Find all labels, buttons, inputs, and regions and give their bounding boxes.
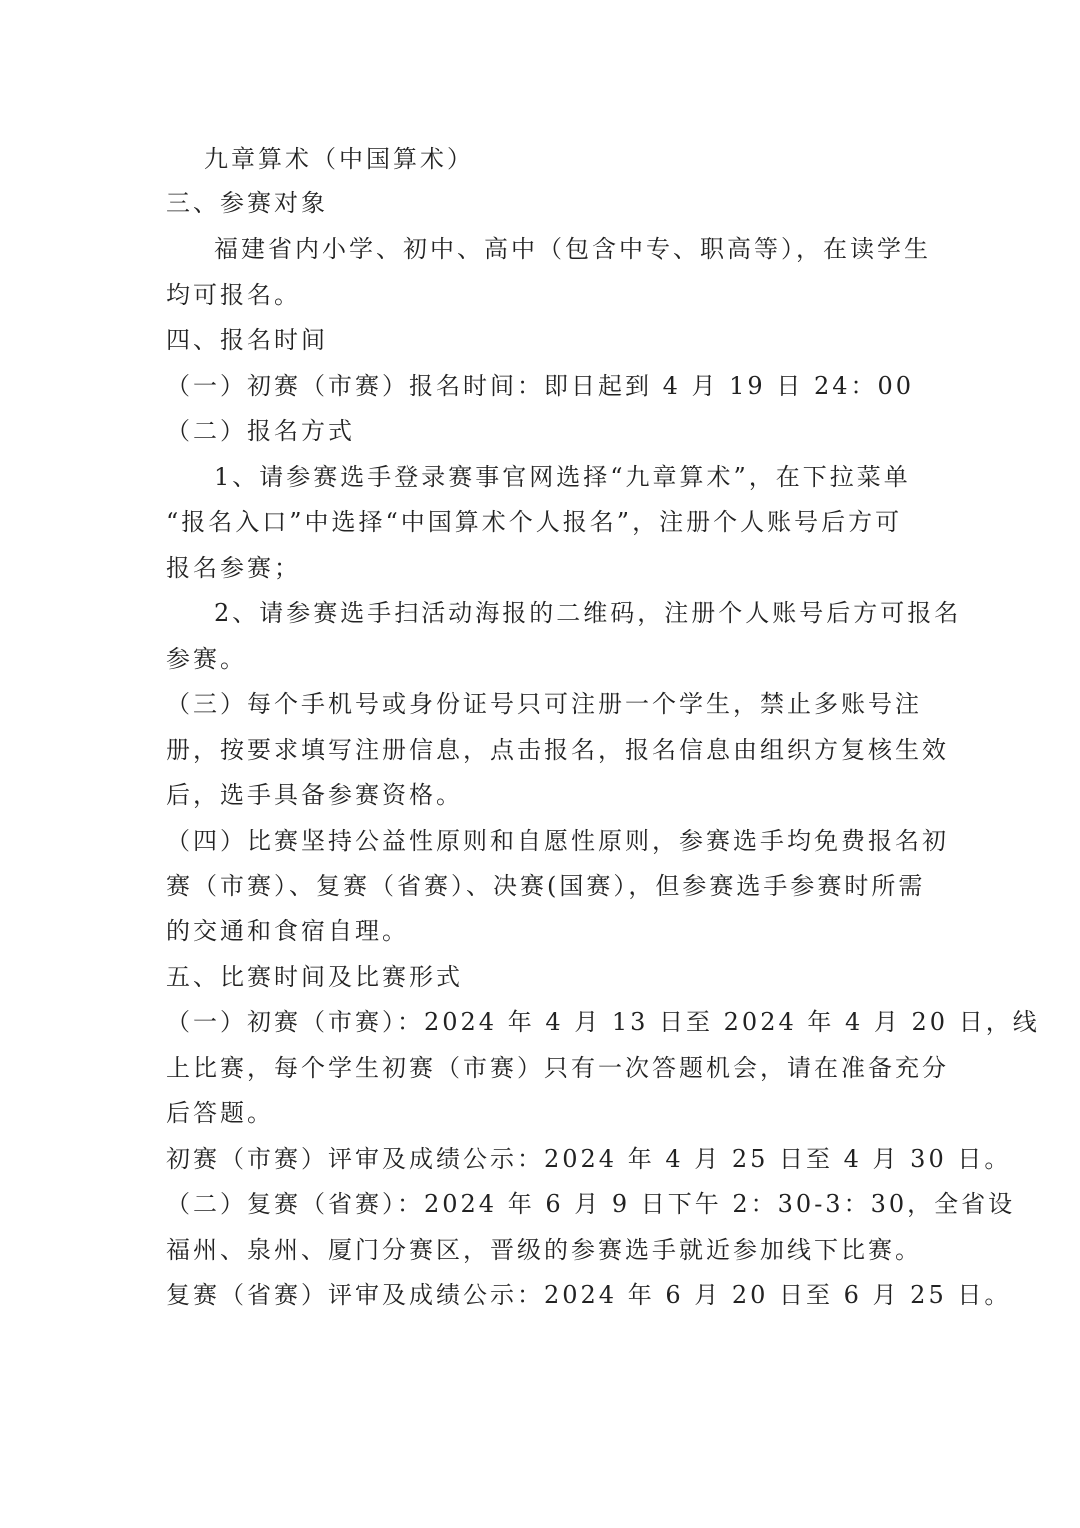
paragraph-line: 赛（市赛）、复赛（省赛）、决赛(国赛），但参赛选手参赛时所需 xyxy=(166,872,926,900)
paragraph-line: 参赛。 xyxy=(166,645,247,673)
paragraph-line: 2、请参赛选手扫活动海报的二维码，注册个人账号后方可报名 xyxy=(214,599,962,627)
section-heading-3: 三、参赛对象 xyxy=(166,189,328,217)
paragraph-line: “报名入口”中选择“中国算术个人报名”，注册个人账号后方可 xyxy=(166,508,903,536)
paragraph-line: 福建省内小学、初中、高中（包含中专、职高等），在读学生 xyxy=(214,235,931,263)
paragraph-line: 报名参赛； xyxy=(166,554,301,582)
section-heading-5: 五、比赛时间及比赛形式 xyxy=(166,963,463,991)
paragraph-line: 后答题。 xyxy=(166,1099,274,1127)
paragraph-line: 复赛（省赛）评审及成绩公示：2024 年 6 月 20 日至 6 月 25 日。 xyxy=(166,1281,1012,1309)
paragraph-line: 上比赛，每个学生初赛（市赛）只有一次答题机会，请在准备充分 xyxy=(166,1054,949,1082)
section-heading-4: 四、报名时间 xyxy=(166,326,328,354)
paragraph-line: （一）初赛（市赛）：2024 年 4 月 13 日至 2024 年 4 月 20 日，线 xyxy=(166,1008,1040,1036)
paragraph-line: 后，选手具备参赛资格。 xyxy=(166,781,463,809)
paragraph-line: 初赛（市赛）评审及成绩公示：2024 年 4 月 25 日至 4 月 30 日。 xyxy=(166,1145,1012,1173)
paragraph-line: （二）复赛（省赛）：2024 年 6 月 9 日下午 2：30-3：30，全省设 xyxy=(166,1190,1016,1218)
paragraph-line: 均可报名。 xyxy=(166,281,301,309)
paragraph-line: 1、请参赛选手登录赛事官网选择“九章算术”，在下拉菜单 xyxy=(214,463,911,491)
subheading: （二）报名方式 xyxy=(166,417,355,445)
paragraph-line: 福州、泉州、厦门分赛区，晋级的参赛选手就近参加线下比赛。 xyxy=(166,1236,922,1264)
paragraph-line: 册，按要求填写注册信息，点击报名，报名信息由组织方复核生效 xyxy=(166,736,949,764)
paragraph-line: 的交通和食宿自理。 xyxy=(166,917,409,945)
heading-jiuzhang: 九章算术（中国算术） xyxy=(204,145,474,173)
paragraph-line: （三）每个手机号或身份证号只可注册一个学生，禁止多账号注 xyxy=(166,690,922,718)
paragraph-line: （四）比赛坚持公益性原则和自愿性原则，参赛选手均免费报名初 xyxy=(166,827,949,855)
paragraph-line: （一）初赛（市赛）报名时间：即日起到 4 月 19 日 24：00 xyxy=(166,372,915,400)
